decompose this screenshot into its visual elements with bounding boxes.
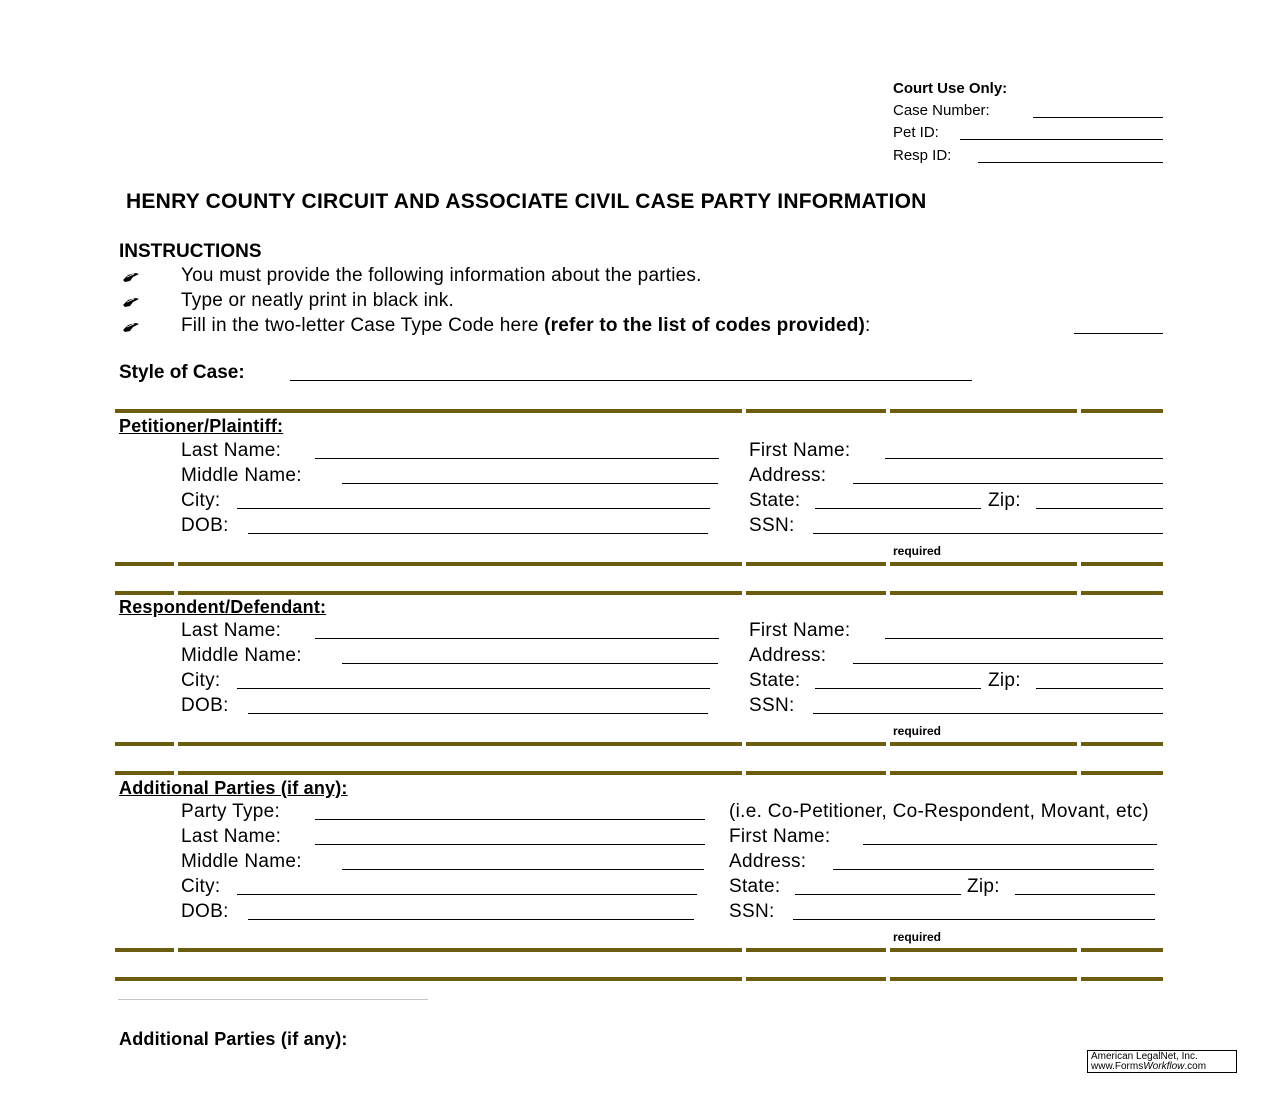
add-party-type-field[interactable] [315, 819, 705, 820]
pet-ssn-label: SSN: [749, 515, 795, 536]
divider-bar [746, 562, 886, 566]
instructions-heading: INSTRUCTIONS [119, 241, 262, 262]
pen-hand-icon [122, 320, 140, 337]
add-ssn-field[interactable] [793, 919, 1155, 920]
page-title: HENRY COUNTY CIRCUIT AND ASSOCIATE CIVIL CASE PARTY INFORMATION [126, 190, 927, 213]
pet-zip-field[interactable] [1036, 508, 1163, 509]
resp-address-label: Address: [749, 645, 827, 666]
add-city-label: City: [181, 876, 221, 897]
pet-last-name-field[interactable] [315, 458, 719, 459]
publisher-url-italic: Workflow [1143, 1061, 1185, 1072]
divider-bar [890, 409, 1077, 413]
publisher-url [1091, 1062, 1233, 1072]
case-number-label: Case Number: [893, 102, 990, 119]
style-of-case-label: Style of Case: [119, 362, 245, 383]
divider-bar [178, 591, 742, 595]
pet-first-name-label: First Name: [749, 440, 851, 461]
divider-bar [178, 562, 742, 566]
pet-first-name-field[interactable] [885, 458, 1163, 459]
resp-middle-name-field[interactable] [342, 663, 718, 664]
resp-id-field[interactable] [978, 162, 1163, 163]
add-dob-field[interactable] [248, 919, 694, 920]
divider-bar [746, 977, 886, 981]
publisher-url-pre: www.Forms [1091, 1061, 1144, 1072]
divider-bar [1081, 742, 1163, 746]
style-of-case-field[interactable] [290, 380, 972, 381]
divider-bar [746, 948, 886, 952]
add-party-type-hint: (i.e. Co-Petitioner, Co-Respondent, Movant, etc) [729, 801, 1149, 822]
add-required-note: required [893, 930, 942, 944]
divider-bar [115, 591, 174, 595]
add-city-field[interactable] [237, 894, 697, 895]
publisher-badge [1087, 1050, 1237, 1073]
pet-zip-label: Zip: [988, 490, 1021, 511]
divider-bar [746, 591, 886, 595]
pet-id-label: Pet ID: [893, 124, 939, 141]
resp-city-label: City: [181, 670, 221, 691]
resp-middle-name-label: Middle Name: [181, 645, 302, 666]
pet-last-name-label: Last Name: [181, 440, 282, 461]
resp-dob-field[interactable] [248, 713, 708, 714]
add-zip-label: Zip: [967, 876, 1000, 897]
pet-state-field[interactable] [815, 508, 981, 509]
divider-bar [746, 409, 886, 413]
resp-id-label: Resp ID: [893, 147, 952, 164]
resp-last-name-field[interactable] [315, 638, 719, 639]
divider-bar [1081, 409, 1163, 413]
divider-bar [746, 742, 886, 746]
add-last-name-field[interactable] [315, 844, 705, 845]
divider-bar [115, 562, 174, 566]
divider-bar [115, 948, 174, 952]
resp-zip-label: Zip: [988, 670, 1021, 691]
resp-city-field[interactable] [237, 688, 710, 689]
resp-ssn-label: SSN: [749, 695, 795, 716]
pet-middle-name-label: Middle Name: [181, 465, 302, 486]
resp-last-name-label: Last Name: [181, 620, 282, 641]
resp-address-field[interactable] [853, 663, 1163, 664]
divider-bar [115, 977, 742, 981]
separator-line [118, 999, 428, 1000]
pet-ssn-field[interactable] [813, 533, 1163, 534]
divider-bar [1081, 562, 1163, 566]
pet-id-field[interactable] [960, 139, 1163, 140]
divider-bar [890, 562, 1077, 566]
add-address-field[interactable] [833, 869, 1154, 870]
add-first-name-field[interactable] [863, 844, 1157, 845]
pet-required-note: required [893, 544, 942, 558]
pet-city-label: City: [181, 490, 221, 511]
pet-dob-field[interactable] [248, 533, 708, 534]
divider-bar [115, 771, 174, 775]
divider-bar [115, 409, 742, 413]
divider-bar [178, 771, 742, 775]
pet-dob-label: DOB: [181, 515, 229, 536]
instruction-item-3-bold: (refer to the list of codes provided) [544, 315, 866, 336]
add-last-name-label: Last Name: [181, 826, 282, 847]
divider-bar [1081, 591, 1163, 595]
add-party-type-label: Party Type: [181, 801, 281, 822]
divider-bar [178, 948, 742, 952]
divider-bar [178, 742, 742, 746]
add-dob-label: DOB: [181, 901, 229, 922]
resp-first-name-field[interactable] [885, 638, 1163, 639]
pet-state-label: State: [749, 490, 801, 511]
divider-bar [890, 948, 1077, 952]
pen-hand-icon [122, 295, 140, 312]
resp-required-note: required [893, 724, 942, 738]
publisher-url-post: .com [1184, 1061, 1207, 1072]
resp-first-name-label: First Name: [749, 620, 851, 641]
divider-bar [890, 771, 1077, 775]
publisher-name: American LegalNet, Inc. [1091, 1051, 1198, 1062]
divider-bar [890, 591, 1077, 595]
case-type-code-field[interactable] [1074, 333, 1163, 334]
add-zip-field[interactable] [1015, 894, 1155, 895]
pet-address-label: Address: [749, 465, 827, 486]
add-first-name-label: First Name: [729, 826, 831, 847]
add-middle-name-label: Middle Name: [181, 851, 302, 872]
instruction-item-3 [181, 315, 871, 337]
divider-bar [1081, 977, 1163, 981]
additional-parties-heading: Additional Parties (if any): [119, 778, 348, 798]
add-ssn-label: SSN: [729, 901, 775, 922]
instruction-item-3-colon: : [865, 315, 871, 336]
pet-middle-name-field[interactable] [342, 483, 718, 484]
resp-state-field[interactable] [815, 688, 981, 689]
instruction-item-1: You must provide the following information about the parties. [181, 265, 702, 286]
divider-bar [890, 742, 1077, 746]
respondent-heading: Respondent/Defendant: [119, 597, 327, 617]
add-address-label: Address: [729, 851, 807, 872]
resp-zip-field[interactable] [1036, 688, 1163, 689]
divider-bar [890, 977, 1077, 981]
divider-bar [1081, 948, 1163, 952]
additional-parties-heading-2: Additional Parties (if any): [119, 1029, 348, 1049]
instruction-item-2: Type or neatly print in black ink. [181, 290, 454, 311]
divider-bar [1081, 771, 1163, 775]
petitioner-heading: Petitioner/Plaintiff: [119, 416, 284, 436]
court-use-heading: Court Use Only: [893, 80, 1008, 97]
pet-address-field[interactable] [853, 483, 1163, 484]
add-middle-name-field[interactable] [342, 869, 704, 870]
instruction-item-3-text: Fill in the two-letter Case Type Code here [181, 315, 545, 336]
resp-dob-label: DOB: [181, 695, 229, 716]
pet-city-field[interactable] [237, 508, 710, 509]
divider-bar [115, 742, 174, 746]
add-state-field[interactable] [795, 894, 961, 895]
divider-bar [746, 771, 886, 775]
case-number-field[interactable] [1033, 117, 1163, 118]
resp-state-label: State: [749, 670, 801, 691]
pen-hand-icon [122, 270, 140, 287]
resp-ssn-field[interactable] [813, 713, 1163, 714]
add-state-label: State: [729, 876, 781, 897]
